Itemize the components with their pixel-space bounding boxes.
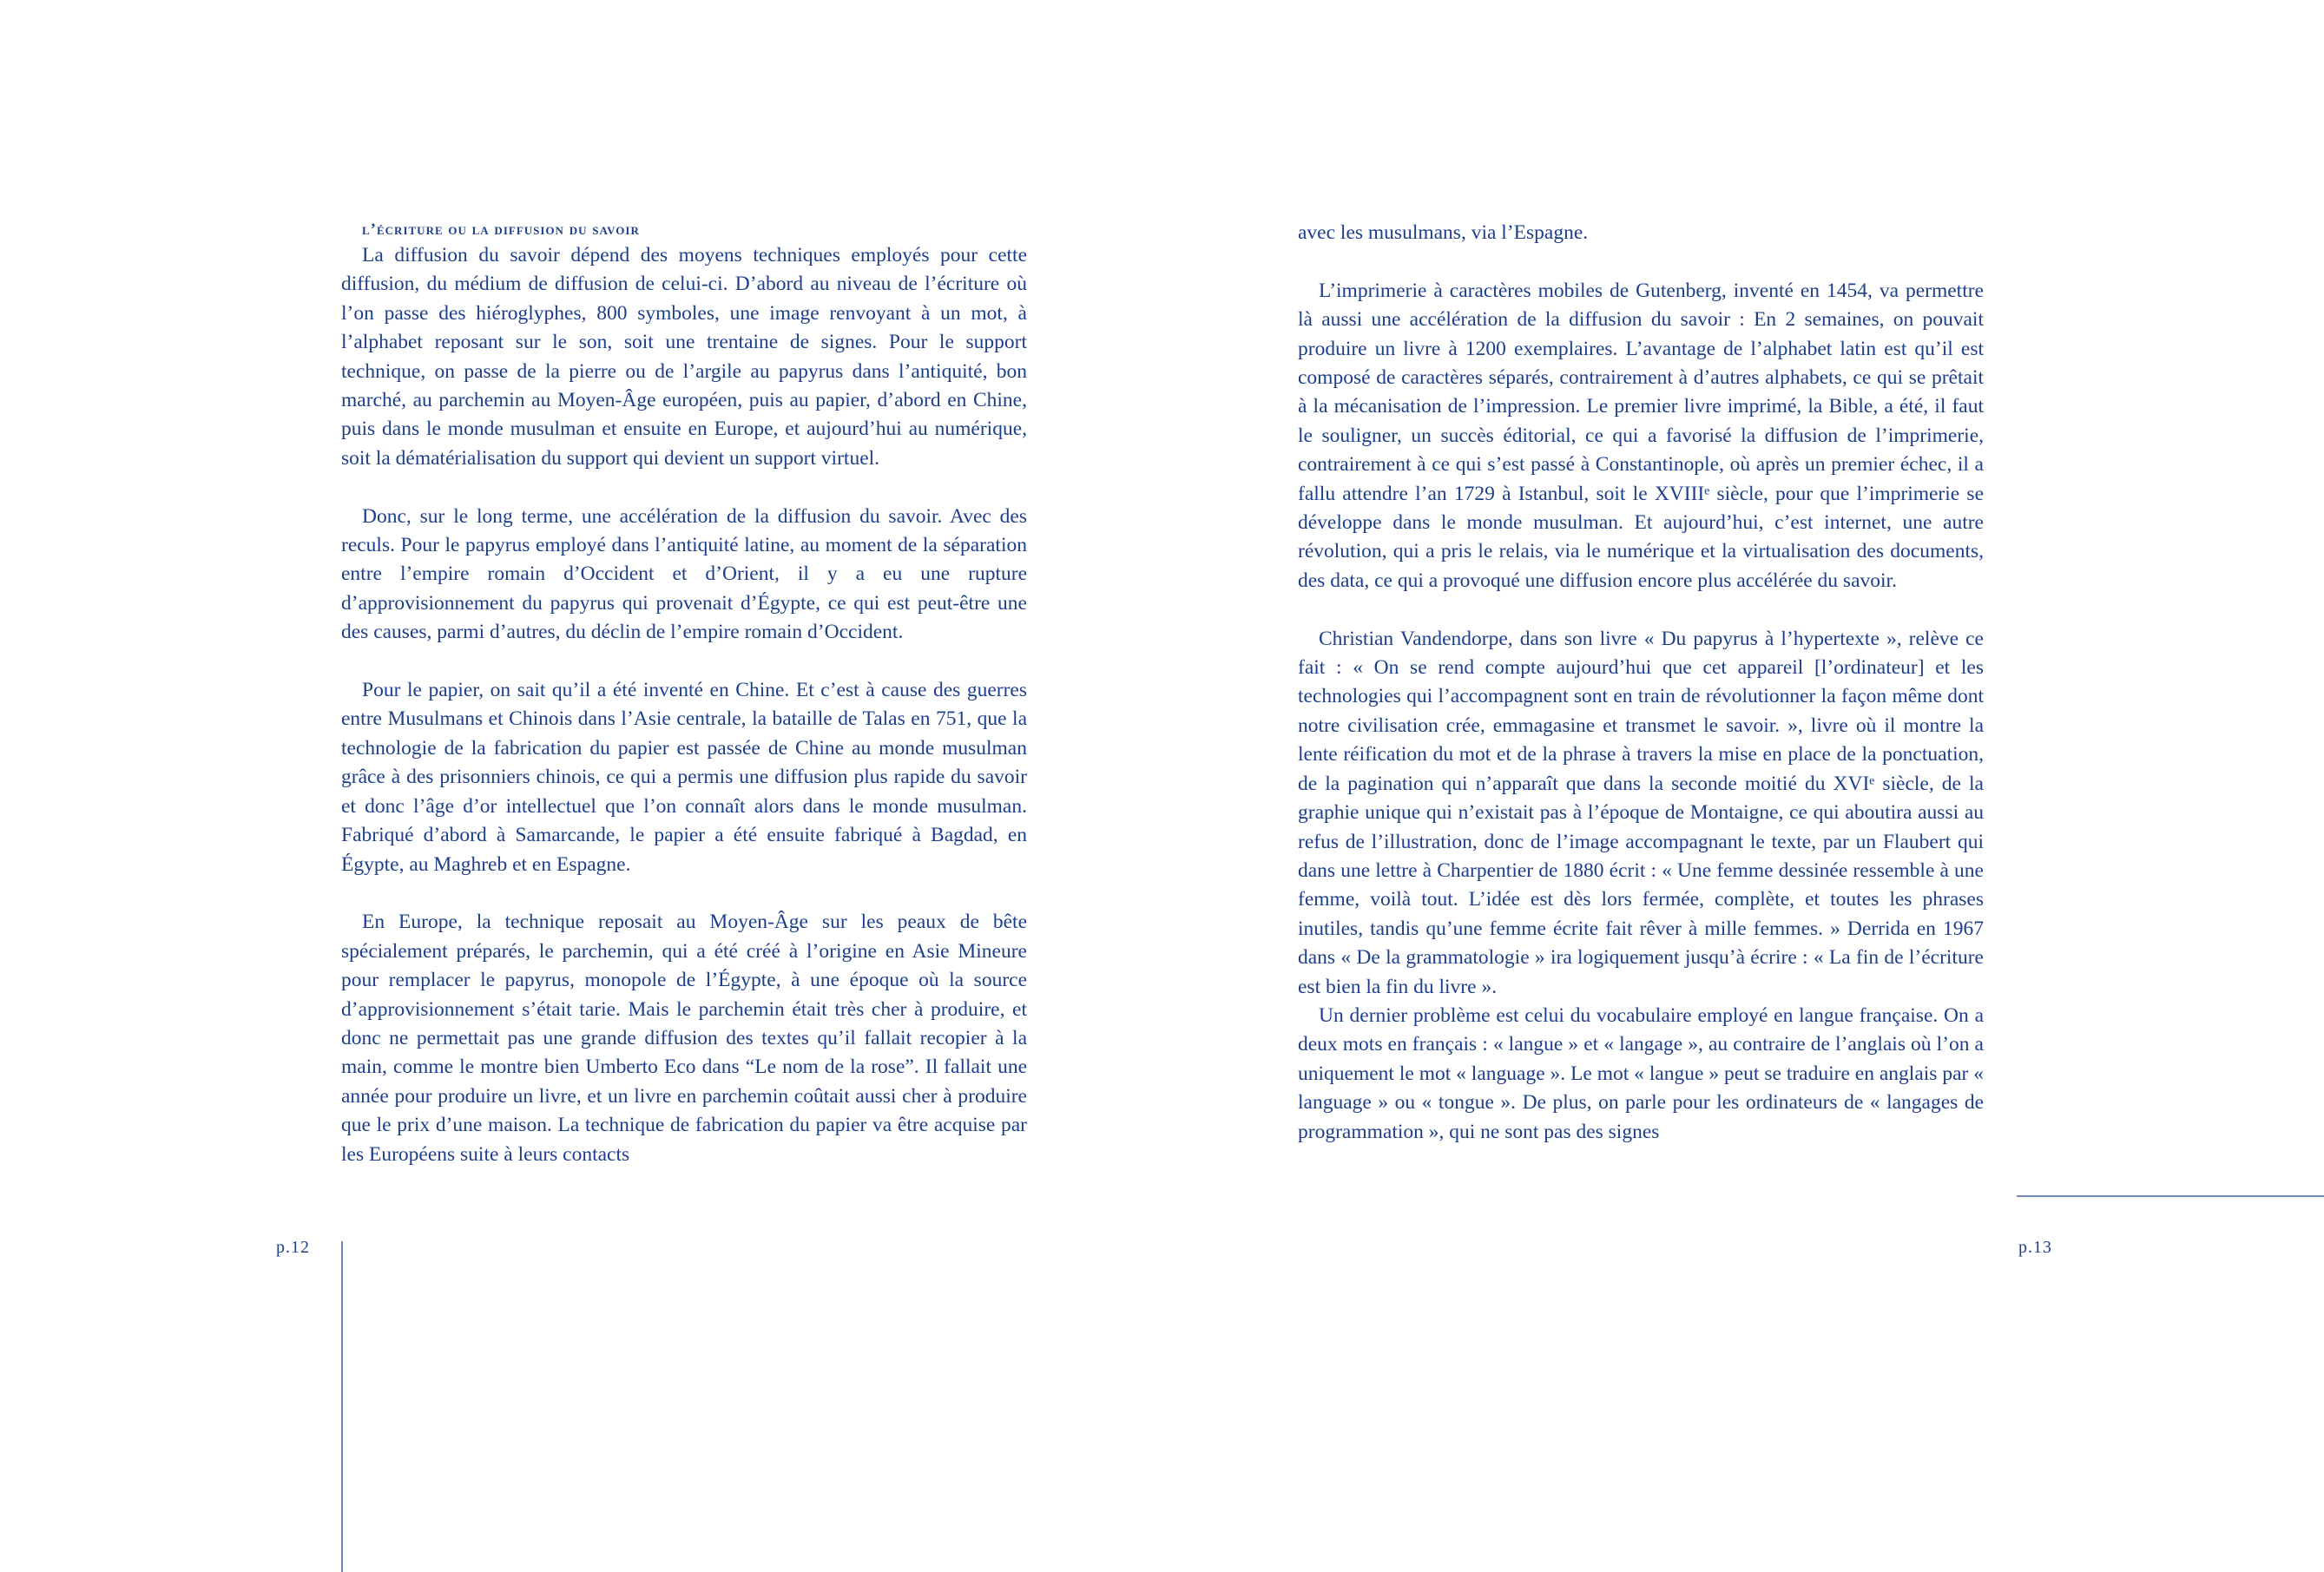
page-number-right: p.13 — [2018, 1238, 2052, 1257]
paragraph: Un dernier problème est celui du vocabulaire employé en langue française. On a deux mots en français : « langue » et « langage », au contraire de l’anglais où l’on a uniquement le mot « language ». Le mot « langue » peut se traduire en anglais par « language » ou « tongue ». De plus, on parle pour les ordinateurs de « langages de programmation », qui ne sont pas des signes — [1298, 1003, 1984, 1143]
left-page-text — [341, 217, 1027, 1169]
paragraph: avec les musulmans, via l’Espagne. — [1298, 221, 1589, 244]
paragraph: En Europe, la technique reposait au Moyen-Âge sur les peaux de bête spécialement préparés, le parchemin, qui a été créé à l’origine en Asie Mineure pour remplacer le papyrus, monopole de l’Égypte, à une époque où la source d’approvisionnement s’était tarie. Mais le parchemin était très cher à produire, et donc ne permettait pas une grande diffusion des textes qu’il fallait recopier à la main, comme le montre bien Umberto Eco dans “Le nom de la rose”. Il fallait une année pour produire un livre, et un livre en parchemin coûtait aussi cher à produire que le prix d’une maison. La technique de fabrication du papier va être acquise par les Européens suite à leurs contacts — [341, 911, 1027, 1166]
paragraph: La diffusion du savoir dépend des moyens techniques employés pour cette diffusion, du médium de diffusion de celui-ci. D’abord au niveau de l’écriture où l’on passe des hiéroglyphes, 800 symboles, une image renvoyant à un mot, à l’alphabet reposant sur le son, soit une trentaine de signes. Pour le support technique, on passe de la pierre ou de l’argile au papyrus dans l’antiquité, bon marché, au parchemin au Moyen-Âge européen, puis au papier, d’abord en Chine, puis dans le monde musulman et ensuite en Europe, et aujourd’hui au numérique, soit la dématérialisation du support qui devient un support virtuel. — [341, 244, 1027, 470]
horizontal-rule — [2017, 1195, 2324, 1197]
paragraph: Pour le papier, on sait qu’il a été inventé en Chine. Et c’est à cause des guerres entre Musulmans et Chinois dans l’Asie centrale, la bataille de Talas en 751, que la technologie de la fabrication du papier est passée de Chine au monde musulman grâce à des prisonniers chinois, ce qui a permis une diffusion plus rapide du savoir et donc l’âge d’or intellectuel que l’on connaît alors dans le monde musulman. Fabriqué d’abord à Samarcande, le papier a été ensuite fabriqué à Bagdad, en Égypte, au Maghreb et en Espagne. — [341, 679, 1027, 876]
section-heading: l’écriture ou la diffusion du savoir — [362, 220, 640, 239]
paragraph: L’imprimerie à caractères mobiles de Gutenberg, inventé en 1454, va permettre là aussi une accélération de la diffusion du savoir : En 2 semaines, on pouvait produire un livre à 1200 exemplaires. L’avantage de l’alphabet latin est qu’il est composé de caractères séparés, contrairement à d’autres alphabets, ce qui se prêtait à la mécanisation de l’impression. Le premier livre imprimé, la Bible, a été, il faut le souligner, un succès éditorial, ce qui a favorisé la diffusion de l’imprimerie, contrairement à ce qui s’est passé à Constantinople, où après un premier échec, il a fallu attendre l’an 1729 à Istanbul, soit le XVIIIᵉ siècle, pour que l’imprimerie se développe dans le monde musulman. Et aujourd’hui, c’est internet, une autre révolution, qui a pris le relais, via le numérique et la virtualisation des documents, des data, ce qui a provoqué une diffusion encore plus accélérée du savoir. — [1298, 279, 1984, 592]
paragraph: Donc, sur le long terme, une accélération de la diffusion du savoir. Avec des reculs. Pour le papyrus employé dans l’antiquité latine, au moment de la séparation entre l’empire romain d’Occident et d’Orient, il y a eu une rupture d’approvisionnement du papyrus qui provenait d’Égypte, ce qui est peut-être une des causes, parmi d’autres, du déclin de l’empire romain d’Occident. — [341, 504, 1027, 644]
page-number-left: p.12 — [276, 1238, 310, 1257]
right-page-text — [1298, 219, 1984, 1147]
vertical-rule — [341, 1241, 343, 1572]
paragraph: Christian Vandendorpe, dans son livre « Du papyrus à l’hypertexte », relève ce fait : « On se rend compte aujourd’hui que cet appareil [l’ordinateur] et les technologies qui l’accompagnent sont en train de révolutionner la façon même dont notre civilisation crée, emmagasine et transmet le savoir. », livre où il montre la lente réification du mot et de la phrase à travers la mise en place de la ponctuation, de la pagination qui n’apparaît que dans la seconde moitié du XVIᵉ siècle, de la graphie unique qui n’existait pas à l’époque de Montaigne, ce qui aboutira aussi au refus de l’illustration, donc de l’image accompagnant le texte, par un Flaubert qui dans une lettre à Charpentier de 1880 écrit : « Une femme dessinée ressemble à une femme, voilà tout. L’idée est dès lors fermée, complète, et toutes les phrases inutiles, tandis qu’une femme écrite fait rêver à mille femmes. » Derrida en 1967 dans « De la grammatologie » ira logiquement jusqu’à écrire : « La fin de l’écriture est bien la fin du livre ». — [1298, 627, 1984, 998]
